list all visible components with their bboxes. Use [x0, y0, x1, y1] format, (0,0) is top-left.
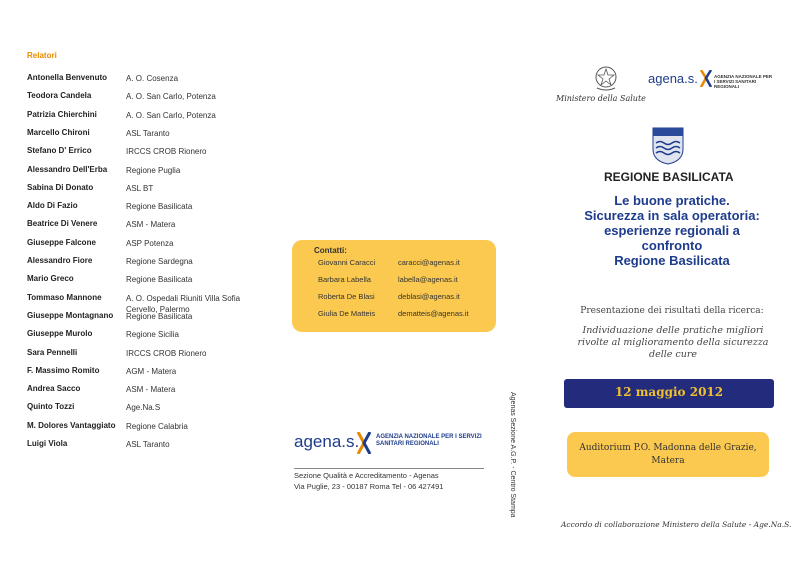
agenas-header-x-icon	[700, 70, 712, 87]
relatore-organization: ASM - Matera	[126, 385, 176, 395]
event-date: 12 maggio 2012	[614, 385, 724, 399]
relatore-organization: Regione Basilicata	[126, 311, 193, 321]
title-line: confronto	[641, 238, 703, 253]
agenas-header-tagline: AGENZIA NAZIONALE PER I SERVIZI SANITARI REGIONALI	[714, 74, 773, 89]
agenas-header-text: agena.s.	[648, 71, 698, 86]
contact-email[interactable]: deblasi@agenas.it	[398, 292, 460, 301]
basilicata-coat-of-arms-icon	[652, 127, 684, 165]
relatore-organization: Regione Calabria	[126, 421, 188, 431]
relatore-organization: A. O. Cosenza	[126, 74, 179, 83]
relatore-organization: IRCCS CROB Rionero	[126, 348, 207, 358]
relatore-row	[27, 292, 277, 314]
agenas-logo-header	[648, 70, 773, 89]
agenas-tagline: AGENZIA NAZIONALE PER I SERVIZI SANITARI REGIONALI	[376, 434, 482, 447]
title-line: Regione Basilicata	[614, 253, 730, 268]
relatore-organization: ASM - Matera	[126, 220, 176, 230]
relatore-name: Mario Greco	[27, 274, 74, 284]
relatore-name: Sabina Di Donato	[27, 182, 94, 192]
relatore-organization: A. O. Ospedali Riuniti Villa Sofia Cervello, Palermo	[126, 293, 241, 314]
relatore-name: Patrizia Chierchini	[27, 109, 97, 119]
relatore-row	[27, 274, 277, 292]
accordo-footer: Accordo di collaborazione Ministero della Salute - Age.Na.S.	[561, 520, 792, 529]
contacts-title: Contatti:	[314, 246, 347, 255]
relatore-organization: Regione Basilicata	[126, 275, 193, 285]
contact-email[interactable]: dematteis@agenas.it	[398, 309, 469, 318]
contact-name: Barbara Labella	[318, 275, 371, 284]
relatore-organization: ASL BT	[126, 183, 154, 193]
relatore-name: Beatrice Di Venere	[27, 219, 98, 229]
venue-line: Matera	[651, 456, 685, 466]
ministero-label: Ministero della Salute	[556, 94, 646, 103]
print-credit-vertical: Agenas Sezione A.G.P. - Centro Stampa	[509, 392, 516, 518]
relatore-organization: Regione Puglia	[126, 165, 181, 175]
relatore-organization: A. O. San Carlo, Potenza	[126, 92, 216, 102]
relatore-name: Andrea Sacco	[27, 384, 81, 394]
individuazione-line: Individuazione delle pratiche migliori	[582, 325, 764, 336]
relatore-organization: Regione Sardegna	[126, 257, 193, 266]
contact-name: Roberta De Blasi	[318, 292, 375, 301]
event-title	[560, 193, 784, 268]
relatore-name: Quinto Tozzi	[27, 402, 75, 412]
relatore-name: Antonella Benvenuto	[27, 73, 108, 82]
relatore-row	[27, 366, 277, 384]
title-line: Le buone pratiche.	[614, 193, 730, 208]
title-line: esperienze regionali a	[604, 223, 740, 238]
relatore-name: F. Massimo Romito	[27, 365, 100, 375]
presentazione-text: Presentazione dei risultati della ricerca:	[580, 306, 764, 316]
venue-box	[567, 432, 769, 477]
relatore-organization: Regione Basilicata	[126, 202, 193, 212]
relatore-organization: Age.Na.S	[126, 403, 161, 413]
individuazione-text	[560, 325, 786, 361]
relatore-name: Alessandro Fiore	[27, 256, 93, 265]
relatore-row	[27, 329, 277, 347]
relatore-row	[27, 238, 277, 256]
relatore-row	[27, 402, 277, 420]
relatore-organization: A. O. San Carlo, Potenza	[126, 110, 216, 120]
agenas-logo-footer	[294, 432, 494, 472]
address-line-1: Sezione Qualità e Accreditamento - Agenas	[294, 471, 439, 480]
relatore-name: Stefano D' Errico	[27, 146, 92, 156]
relatore-name: Marcello Chironi	[27, 127, 90, 137]
relatore-row	[27, 384, 277, 402]
relatore-row	[27, 256, 277, 274]
relatore-row	[27, 91, 277, 109]
relatore-name: Giuseppe Falcone	[27, 237, 96, 247]
relatore-row	[27, 146, 277, 164]
relatore-name: M. Dolores Vantaggiato	[27, 420, 116, 430]
relatore-row	[27, 73, 277, 91]
agenas-x-mark-icon	[356, 432, 372, 454]
relatore-row	[27, 201, 277, 219]
venue-text	[571, 442, 765, 468]
relatore-row	[27, 110, 277, 128]
relatore-name: Alessandro Dell'Erba	[27, 164, 108, 174]
contact-name: Giulia De Matteis	[318, 309, 376, 318]
contact-email[interactable]: caracci@agenas.it	[398, 258, 460, 267]
relatore-name: Giuseppe Murolo	[27, 329, 93, 339]
divider	[294, 468, 484, 469]
relatore-organization: ASL Taranto	[126, 128, 170, 138]
relatore-organization: IRCCS CROB Rionero	[126, 147, 207, 157]
relatore-name: Teodora Candela	[27, 91, 92, 101]
relatori-title: Relatori	[27, 51, 57, 60]
address-line-2: Via Puglie, 23 - 00187 Roma Tel - 06 427491	[294, 482, 444, 491]
relatore-organization: ASP Potenza	[126, 238, 174, 248]
agenas-address	[294, 470, 443, 492]
regione-label: REGIONE BASILICATA	[604, 170, 734, 184]
relatore-name: Aldo Di Fazio	[27, 201, 78, 211]
relatore-name: Luigi Viola	[27, 439, 68, 448]
relatore-row	[27, 128, 277, 146]
italian-republic-emblem-icon	[594, 64, 618, 92]
date-banner	[564, 379, 774, 408]
contact-name: Giovanni Caracci	[318, 258, 376, 267]
relatore-organization: Regione Sicilia	[126, 330, 179, 340]
contacts-box	[292, 240, 496, 332]
agenas-logo-text: agena.s.	[294, 432, 360, 451]
relatore-row	[27, 165, 277, 183]
individuazione-line: delle cure	[648, 349, 698, 360]
relatore-row	[27, 421, 277, 439]
relatore-row	[27, 348, 277, 366]
title-line: Sicurezza in sala operatoria:	[584, 208, 760, 223]
venue-line: Auditorium P.O. Madonna delle Grazie,	[579, 443, 757, 453]
relatore-name: Giuseppe Montagnano	[27, 310, 114, 320]
relatore-organization: ASL Taranto	[126, 440, 170, 449]
relatore-row	[27, 439, 277, 457]
relatore-name: Sara Pennelli	[27, 347, 78, 357]
relatore-row	[27, 311, 277, 329]
individuazione-line: rivolte al miglioramento della sicurezza	[577, 337, 769, 348]
relatore-row	[27, 219, 277, 237]
relatore-row	[27, 183, 277, 201]
relatore-name: Tommaso Mannone	[27, 292, 102, 302]
relatore-organization: AGM - Matera	[126, 366, 177, 376]
contact-email[interactable]: labella@agenas.it	[398, 275, 458, 284]
